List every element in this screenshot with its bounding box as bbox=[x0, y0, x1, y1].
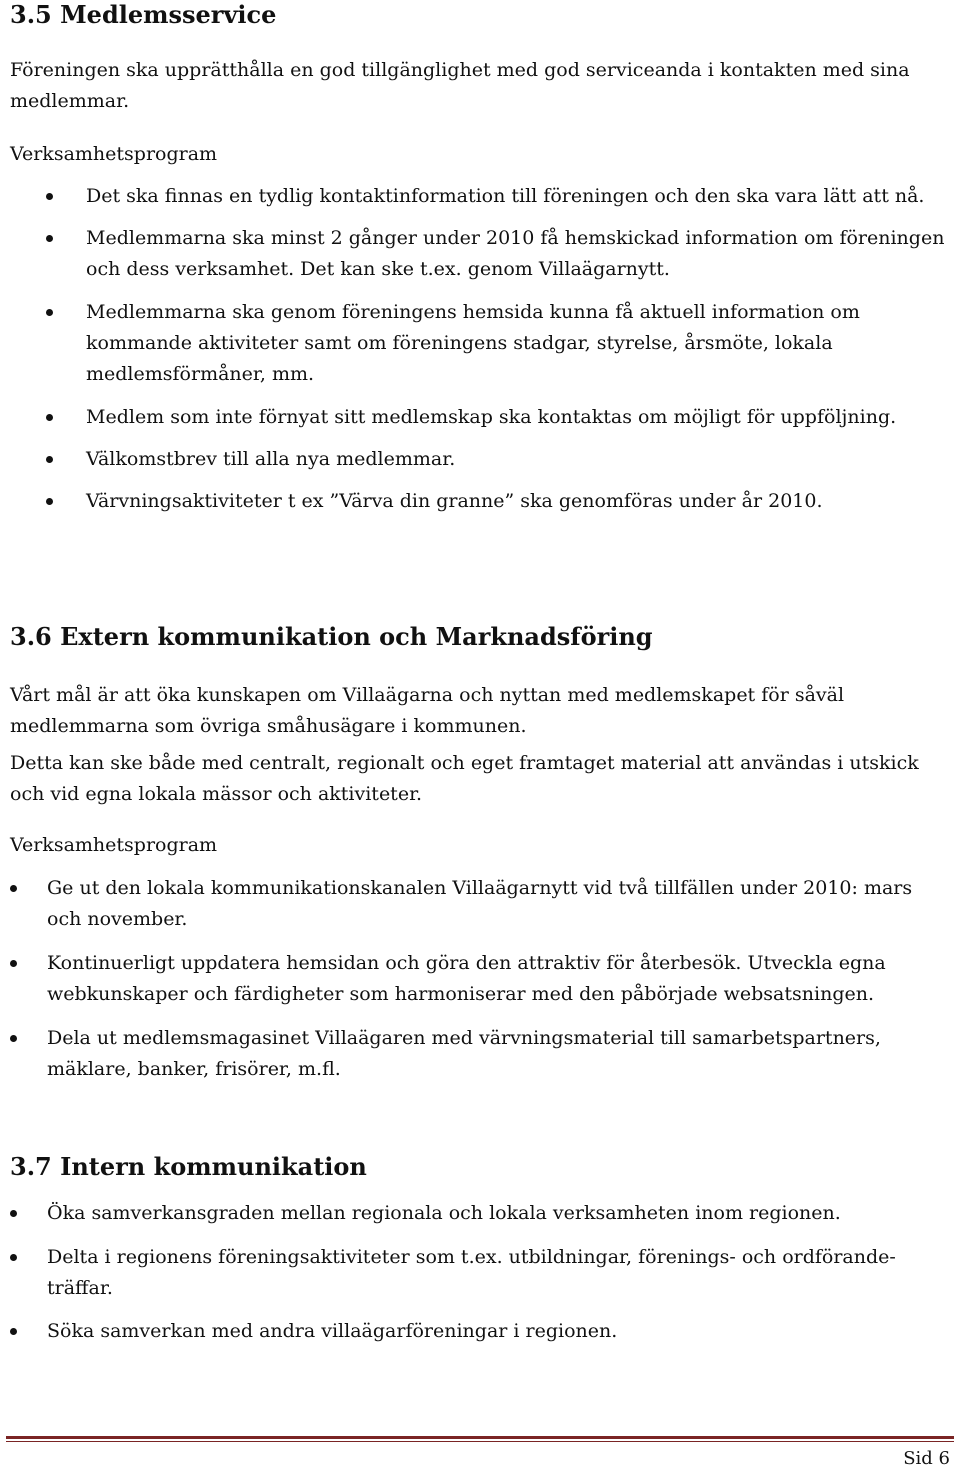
bullet-icon bbox=[10, 1035, 17, 1042]
list-item bbox=[86, 444, 946, 475]
list-item bbox=[86, 223, 946, 285]
bullet-icon bbox=[10, 1210, 17, 1217]
section-3-6-para-1: Vårt mål är att öka kunskapen om Villaägarna och nyttan med medlemskapet för såväl medlemmarna som övriga småhusägare i kommunen. bbox=[10, 684, 845, 737]
bullet-list-3-6 bbox=[47, 873, 947, 1085]
list-item bbox=[47, 1316, 947, 1347]
bullet-list-3-7 bbox=[47, 1198, 947, 1347]
bullet-icon bbox=[46, 309, 53, 316]
bullet-icon bbox=[46, 456, 53, 463]
list-item-text: Det ska finnas en tydlig kontaktinformation till föreningen och den ska vara lätt att nå. bbox=[86, 185, 925, 207]
list-item bbox=[86, 402, 946, 433]
list-item-text: Öka samverkansgraden mellan regionala och lokala verksamheten inom regionen. bbox=[47, 1202, 841, 1224]
bullet-icon bbox=[46, 498, 53, 505]
list-item bbox=[47, 1198, 947, 1229]
list-item bbox=[86, 297, 946, 390]
bullet-icon bbox=[46, 193, 53, 200]
bullet-icon bbox=[10, 960, 17, 967]
list-item bbox=[47, 948, 947, 1010]
program-label-3-6: Verksamhetsprogram bbox=[10, 834, 218, 856]
bullet-icon bbox=[46, 235, 53, 242]
list-item-text: Välkomstbrev till alla nya medlemmar. bbox=[86, 448, 456, 470]
bullet-icon bbox=[10, 1328, 17, 1335]
footer-rule-thick bbox=[6, 1436, 954, 1439]
bullet-icon bbox=[46, 414, 53, 421]
footer-rule-thin bbox=[6, 1441, 954, 1442]
section-heading-3-7: 3.7 Intern kommunikation bbox=[10, 1152, 367, 1181]
list-item-text: Ge ut den lokala kommunikationskanalen Villaägarnytt vid två tillfällen under 2010: mars och november. bbox=[47, 877, 913, 930]
section-3-6-para-2: Detta kan ske både med centralt, regionalt och eget framtaget material att användas i utskick och vid egna lokala mässor och aktiviteter. bbox=[10, 752, 919, 805]
list-item-text: Söka samverkan med andra villaägarföreningar i regionen. bbox=[47, 1320, 618, 1342]
list-item bbox=[47, 1242, 947, 1304]
list-item bbox=[47, 1023, 947, 1085]
list-item-text: Medlem som inte förnyat sitt medlemskap ska kontaktas om möjligt för uppföljning. bbox=[86, 406, 897, 428]
list-item bbox=[86, 486, 946, 517]
list-item-text: Medlemmarna ska genom föreningens hemsida kunna få aktuell information om kommande aktiviteter samt om föreningens stadgar, styrelse, årsmöte, lokala medlemsförmåner, mm. bbox=[86, 301, 860, 385]
list-item-text: Delta i regionens föreningsaktiviteter som t.ex. utbildningar, förenings- och ordförande-träffar. bbox=[47, 1246, 896, 1299]
program-label-3-5: Verksamhetsprogram bbox=[10, 143, 218, 165]
bullet-list-3-5 bbox=[86, 181, 946, 517]
bullet-icon bbox=[10, 1254, 17, 1261]
list-item bbox=[86, 181, 946, 212]
list-item-text: Medlemmarna ska minst 2 gånger under 2010 få hemskickad information om föreningen och dess verksamhet. Det kan ske t.ex. genom Villaägarnytt. bbox=[86, 227, 945, 280]
list-item bbox=[47, 873, 947, 935]
section-heading-3-6: 3.6 Extern kommunikation och Marknadsföring bbox=[10, 622, 653, 651]
list-item-text: Värvningsaktiviteter t ex ”Värva din granne” ska genomföras under år 2010. bbox=[86, 490, 823, 512]
section-heading-3-5: 3.5 Medlemsservice bbox=[10, 0, 277, 29]
list-item-text: Dela ut medlemsmagasinet Villaägaren med värvningsmaterial till samarbetspartners, mäklare, banker, frisörer, m.fl. bbox=[47, 1027, 881, 1080]
list-item-text: Kontinuerligt uppdatera hemsidan och göra den attraktiv för återbesök. Utveckla egna webkunskaper och färdigheter som harmoniserar med den påbörjade websatsningen. bbox=[47, 952, 886, 1005]
page-number: Sid 6 bbox=[903, 1448, 950, 1469]
section-3-5-intro: Föreningen ska upprätthålla en god tillgänglighet med god serviceanda i kontakten med sina medlemmar. bbox=[10, 59, 910, 112]
bullet-icon bbox=[10, 885, 17, 892]
